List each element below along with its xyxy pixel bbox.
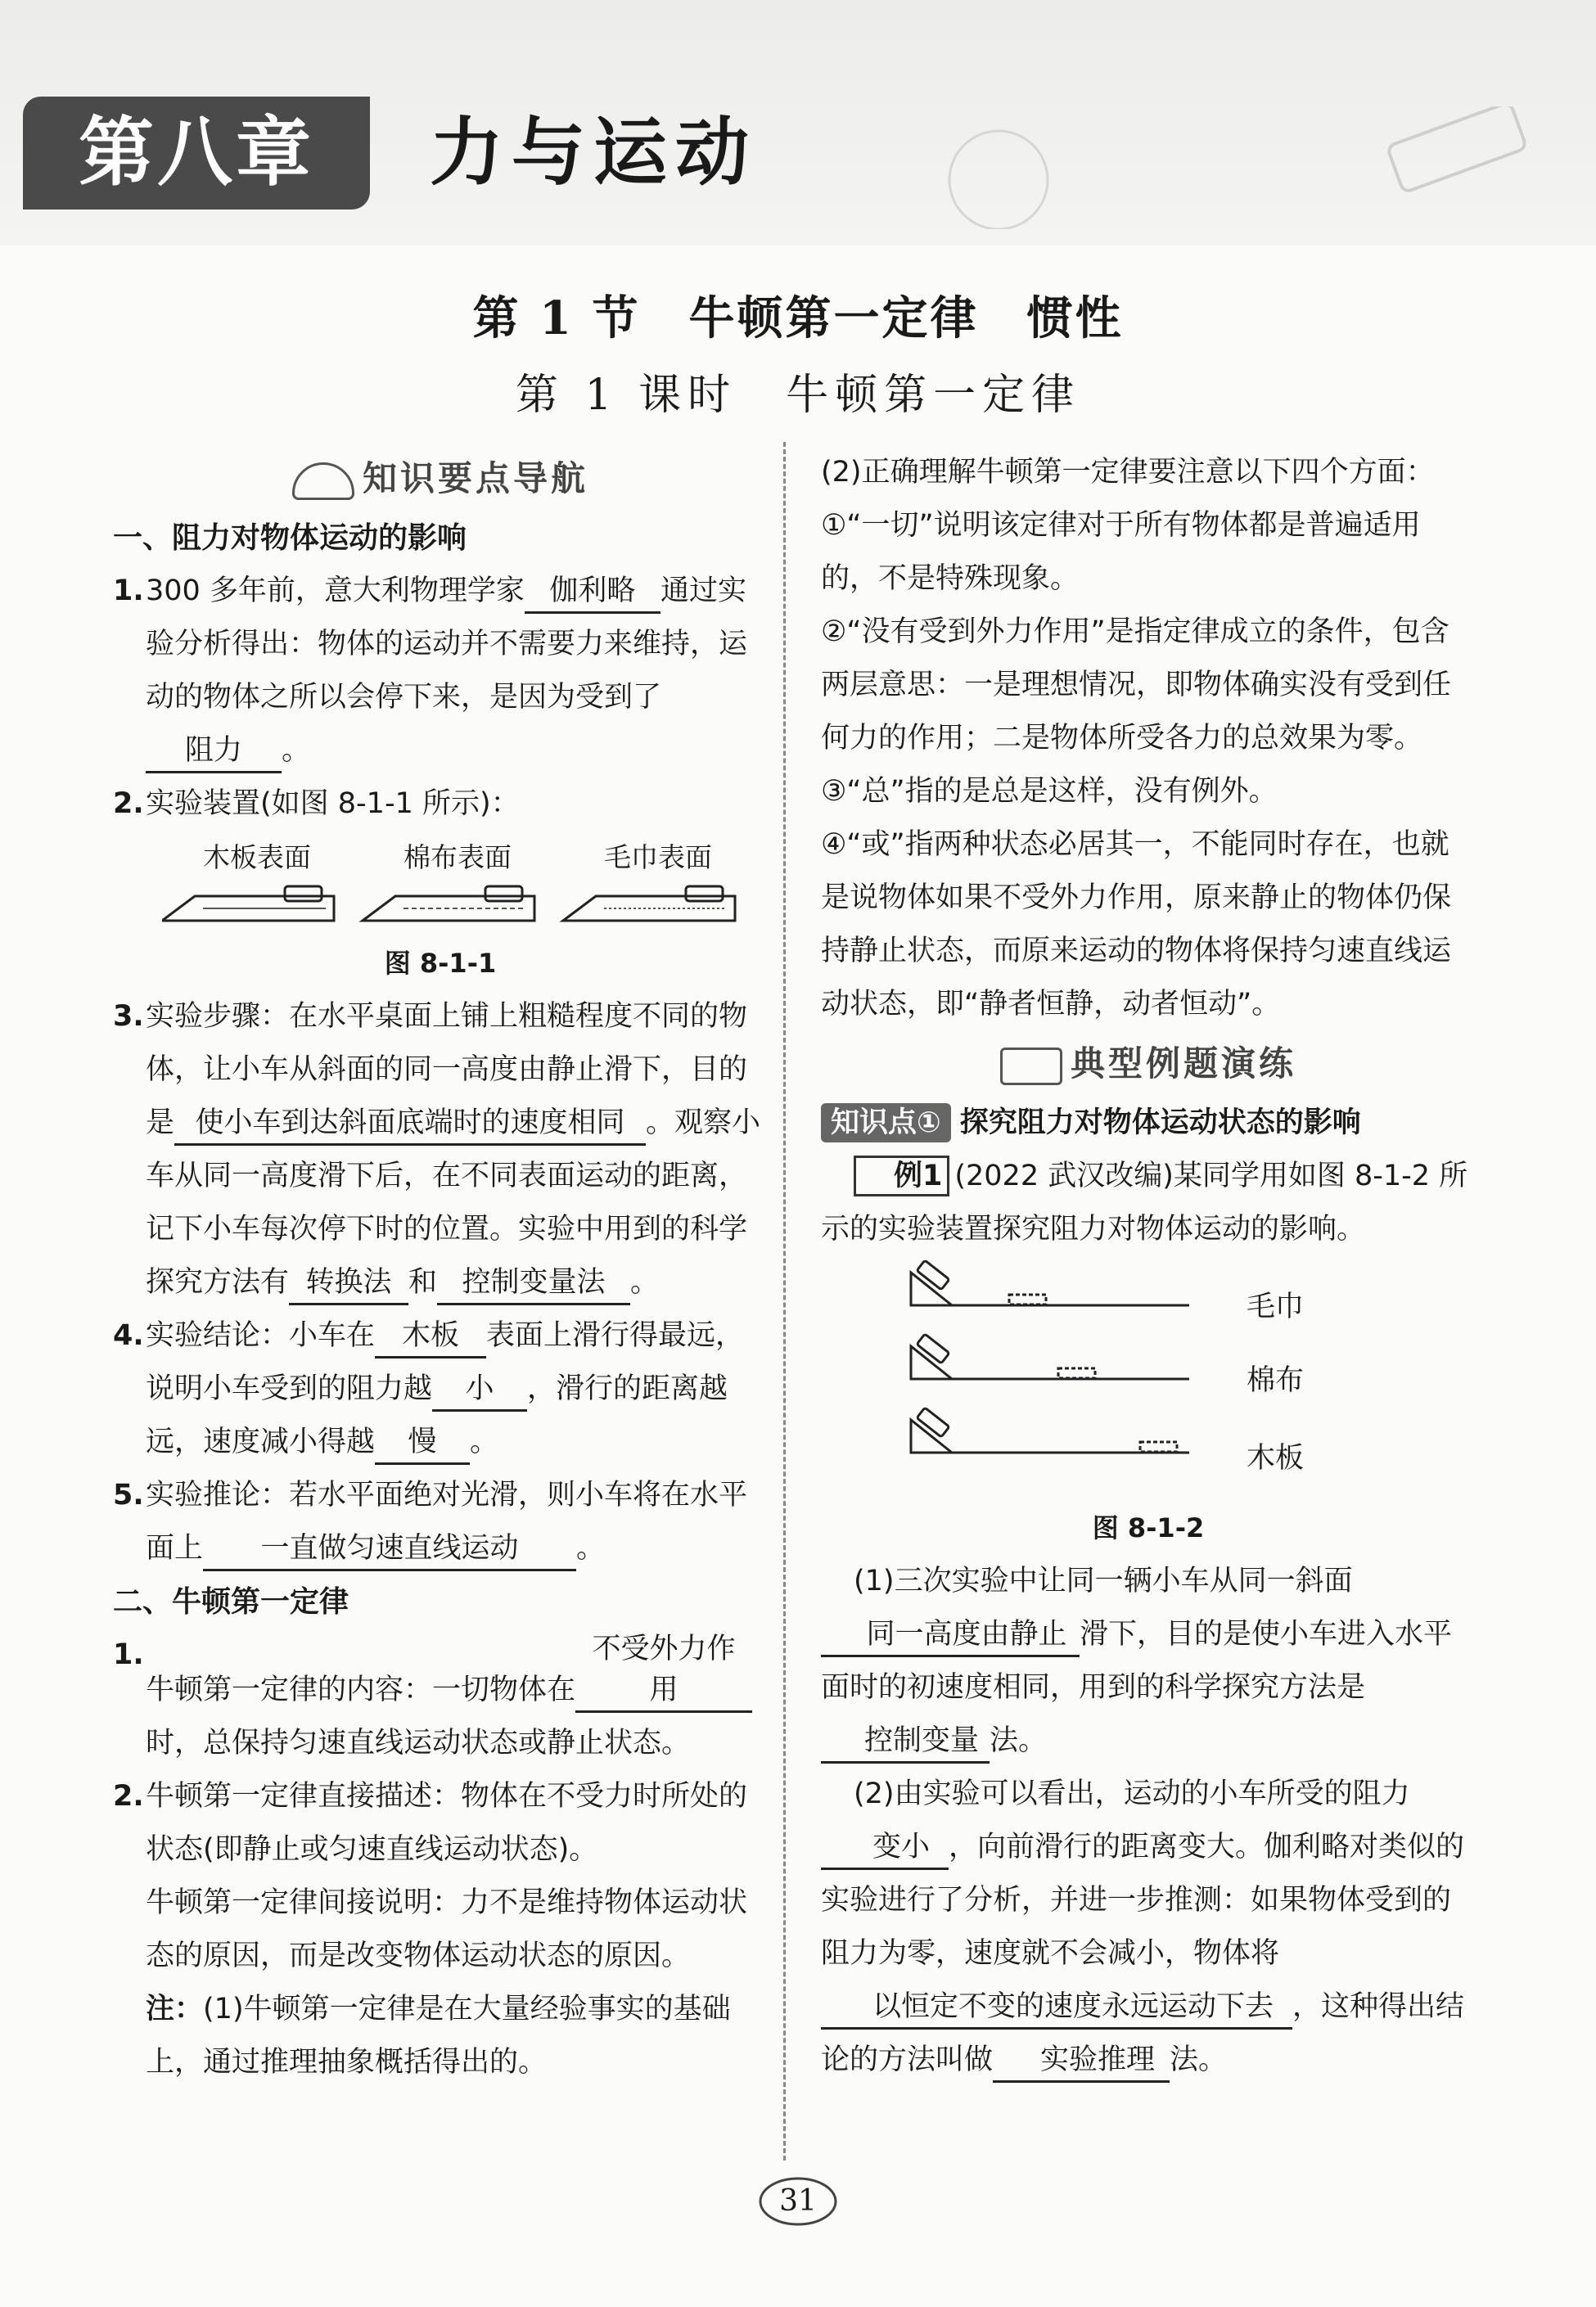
figure-label: 棉布 <box>1247 1364 1305 1397</box>
book-icon <box>1000 1048 1062 1085</box>
part2-heading: 二、牛顿第一定律 <box>113 1585 349 1619</box>
answer-blank: 不受外力作用 <box>575 1629 752 1713</box>
knowledge-point-title: 探究阻力对物体运动状态的影响 <box>959 1106 1361 1139</box>
ramp-diagram <box>162 880 751 937</box>
answer-blank: 转换法 <box>289 1262 408 1305</box>
practice-header <box>821 1031 1476 1097</box>
list-item: 3. 实验步骤：在水平桌面上铺上粗糙程度不同的物体，让小车从斜面的同一高度由静止滑下，目的是 使小车到达斜面底端时的速度相同 。观察小车从同一高度滑下后，在不同表面运动的距离，记下小车每次停下时的位置。实验中用到的科学探究方法有 转换法 和 控制变量法 。 <box>113 990 768 1309</box>
list-item: 2. 牛顿第一定律直接描述：物体在不受力时所处的状态(即静止或匀速直线运动状态)。 牛顿第一定律间接说明：力不是维持物体运动状态的原因，而是改变物体运动状态的原因。 注：(1)牛顿第一定律是在大量经验事实的基础上，通过推理抽象概括得出的。 <box>113 1780 748 2079</box>
answer-blank: 一直做匀速直线运动 <box>203 1528 576 1571</box>
section-title: 第 1 节 牛顿第一定律 惯性 <box>472 291 1124 345</box>
answer-blank: 实验推理 <box>993 2039 1170 2083</box>
figure-caption: 图 8-1-1 <box>384 948 497 979</box>
banner-decoration <box>900 106 1539 229</box>
list-item: 5. 实验推论：若水平面绝对光滑，则小车将在水平面上 一直做匀速直线运动 。 <box>113 1469 768 1575</box>
right-column: (2)正确理解牛顿第一定律要注意以下四个方面： ①“一切”说明该定律对于所有物体都是普遍适用的，不是特殊现象。 ②“没有受到外力作用”是指定律成立的条件，包含两层意思：一是理想情况，即物体确实没有受到任何力的作用；二是物体所受各力的总效果为零。 ③“总”指的是总是这样，没有例外。 ④“或”指两种状态必居其一，不能同时存在，也就是说物体如果不受外力作用，原来静止的物体仍保持静止状态，而原来运动的物体将保持匀速直线运动状态，即“静者恒静，动者恒动”。 典型例题演练 知识点① 探究阻力对物体运动状态的影响 例1 (2022 武汉改编)某同学用如图 8-1-2 所示的实验装置探究阻力对物体运动的影响。 毛巾 棉布 木板 图 8-1-2 (1)三次实验中让同一辆小车从同一斜面同一高度由静止 滑下，目的是使小车进入水平面时的初速度相同，用到的科学探究方法是控制变量 法。 (2)由实验可以看出，运动的小车所受的阻力变小 ，向前滑行的距离变大。伽利略对类似的实验进行了分析，并进一步推测：如果物体受到的阻力为零，速度就不会减小，物体将以恒定不变的速度永远运动下去 ，这种得出结论的方法叫做 实验推理 法。 <box>821 446 1476 2087</box>
column-divider <box>783 442 786 2161</box>
list-item: 2. 实验装置(如图 8-1-1 所示)： <box>113 787 520 820</box>
answer-blank: 小 <box>432 1368 527 1412</box>
list-item: 4. 实验结论：小车在 木板 表面上滑行得最远，说明小车受到的阻力越 小 ，滑行的距离越远，速度减小得越 慢 。 <box>113 1309 768 1469</box>
example-badge: 例1 <box>854 1156 949 1196</box>
knowledge-point-badge: 知识点① <box>821 1103 951 1142</box>
answer-blank: 变小 <box>821 1827 949 1870</box>
chapter-title: 力与运动 <box>430 110 757 196</box>
figure-8-1-1 <box>113 831 768 937</box>
helmet-icon <box>292 462 354 500</box>
figure-8-1-2 <box>821 1256 1476 1502</box>
answer-blank: 伽利略 <box>525 570 660 614</box>
note-label: 注： <box>146 1993 204 2025</box>
page-number: 31 <box>757 2169 839 2234</box>
figure-label: 木板表面 <box>203 841 311 873</box>
list-item: 1. 牛顿第一定律的内容：一切物体在不受外力作用时，总保持匀速直线运动状态或静止状态。 <box>113 1629 768 1770</box>
question-1: (1)三次实验中让同一辆小车从同一斜面同一高度由静止 滑下，目的是使小车进入水平面时的初速度相同，用到的科学探究方法是控制变量 法。 <box>821 1555 1476 1768</box>
guide-title: 知识要点导航 <box>362 458 588 498</box>
guide-header <box>113 446 768 511</box>
answer-blank: 慢 <box>375 1422 470 1465</box>
figure-label: 棉布表面 <box>404 841 512 873</box>
paragraph: ③“总”指的是总是这样，没有例外。 <box>821 775 1278 808</box>
paragraph: ①“一切”说明该定律对于所有物体都是普遍适用的，不是特殊现象。 <box>821 509 1421 595</box>
answer-blank: 使小车到达斜面底端时的速度相同 <box>174 1102 646 1146</box>
chapter-banner <box>0 0 1596 246</box>
answer-blank: 控制变量法 <box>437 1262 630 1305</box>
paragraph: (2)正确理解牛顿第一定律要注意以下四个方面： <box>821 456 1435 489</box>
chapter-label: 第八章 <box>23 97 370 210</box>
pencil-icon <box>900 106 1539 229</box>
paragraph: ②“没有受到外力作用”是指定律成立的条件，包含两层意思：一是理想情况，即物体确实没有受到任何力的作用；二是物体所受各力的总效果为零。 <box>821 615 1452 755</box>
paragraph: ④“或”指两种状态必居其一，不能同时存在，也就是说物体如果不受外力作用，原来静止的物体仍保持静止状态，而原来运动的物体将保持匀速直线运动状态，即“静者恒静，动者恒动”。 <box>821 828 1452 1021</box>
list-item: 1. 300 多年前，意大利物理学家 伽利略 通过实验分析得出：物体的运动并不需要力来维持，运动的物体之所以会停下来，是因为受到了阻力 。 <box>113 565 768 777</box>
practice-title: 典型例题演练 <box>1070 1043 1296 1084</box>
answer-blank: 控制变量 <box>821 1720 990 1764</box>
answer-blank: 以恒定不变的速度永远运动下去 <box>821 1986 1292 2030</box>
answer-blank: 木板 <box>375 1315 486 1359</box>
answer-blank: 同一高度由静止 <box>821 1614 1080 1657</box>
left-column <box>113 446 768 2089</box>
figure-label: 木板 <box>1247 1442 1305 1475</box>
question-2: (2)由实验可以看出，运动的小车所受的阻力变小 ，向前滑行的距离变大。伽利略对类似的实验进行了分析，并进一步推测：如果物体受到的阻力为零，速度就不会减小，物体将以恒定不变的速度永远运动下去 ，这种得出结论的方法叫做 实验推理 法。 <box>821 1768 1476 2087</box>
figure-label: 毛巾 <box>1247 1291 1305 1323</box>
answer-blank: 阻力 <box>146 730 282 773</box>
lesson-title: 第 1 课时 牛顿第一定律 <box>515 371 1081 420</box>
figure-caption: 图 8-1-2 <box>1092 1512 1205 1543</box>
figure-label: 毛巾表面 <box>604 841 712 873</box>
part1-heading: 一、阻力对物体运动的影响 <box>113 521 467 555</box>
